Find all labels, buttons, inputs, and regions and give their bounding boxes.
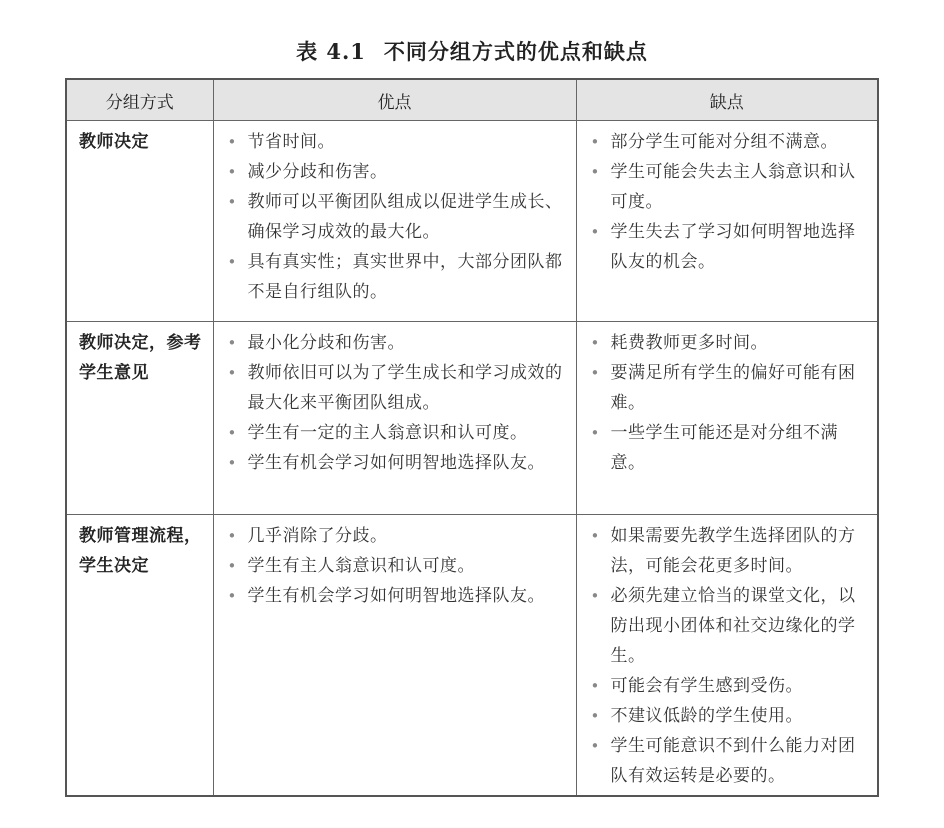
bullet-icon: • <box>227 364 237 382</box>
table-row <box>66 322 878 515</box>
list-item: • 学生有机会学习如何明智地选择队友。 <box>226 448 570 478</box>
table-row <box>66 121 878 322</box>
list-item: • 节省时间。 <box>226 127 570 157</box>
list-item: • 学生可能意识不到什么能力对团队有效运转是必要的。 <box>589 731 872 791</box>
bullet-icon: • <box>227 587 237 605</box>
cons-cell <box>576 121 878 322</box>
list-item: • 学生有主人翁意识和认可度。 <box>226 551 570 581</box>
pros-cell <box>213 322 576 515</box>
bullet-icon: • <box>227 163 237 181</box>
list-item: • 部分学生可能对分组不满意。 <box>589 127 872 157</box>
bullet-icon: • <box>227 253 237 271</box>
list-item: • 必须先建立恰当的课堂文化，以防出现小团体和社交边缘化的学生。 <box>589 581 872 671</box>
list-item: • 几乎消除了分歧。 <box>226 521 570 551</box>
pros-list <box>226 521 570 611</box>
list-item: • 减少分歧和伤害。 <box>226 157 570 187</box>
method-cell: 教师管理流程，学生决定 <box>66 515 213 797</box>
list-item: • 具有真实性；真实世界中，大部分团队都不是自行组队的。 <box>226 247 570 307</box>
pros-cell <box>213 515 576 797</box>
bullet-icon: • <box>590 364 600 382</box>
list-item: • 耗费教师更多时间。 <box>589 328 872 358</box>
pros-list <box>226 328 570 478</box>
bullet-icon: • <box>590 424 600 442</box>
cons-cell <box>576 515 878 797</box>
bullet-icon: • <box>227 133 237 151</box>
table-title: 不同分组方式的优点和缺点 <box>383 39 648 64</box>
list-item: • 一些学生可能还是对分组不满意。 <box>589 418 872 478</box>
list-item: • 学生失去了学习如何明智地选择队友的机会。 <box>589 217 872 277</box>
method-cell: 教师决定，参考学生意见 <box>66 322 213 515</box>
list-item: • 教师可以平衡团队组成以促进学生成长、确保学习成效的最大化。 <box>226 187 570 247</box>
list-item: • 学生有一定的主人翁意识和认可度。 <box>226 418 570 448</box>
header-pros: 优点 <box>213 79 576 121</box>
pros-cell <box>213 121 576 322</box>
bullet-icon: • <box>590 223 600 241</box>
header-row <box>66 79 878 121</box>
header-method: 分组方式 <box>66 79 213 121</box>
comparison-table <box>65 78 879 797</box>
bullet-icon: • <box>590 677 600 695</box>
bullet-icon: • <box>227 557 237 575</box>
list-item: • 最小化分歧和伤害。 <box>226 328 570 358</box>
list-item: • 教师依旧可以为了学生成长和学习成效的最大化来平衡团队组成。 <box>226 358 570 418</box>
bullet-icon: • <box>227 454 237 472</box>
list-item: • 学生有机会学习如何明智地选择队友。 <box>226 581 570 611</box>
method-cell: 教师决定 <box>66 121 213 322</box>
table-caption <box>0 36 944 66</box>
cons-list <box>589 521 872 791</box>
bullet-icon: • <box>590 737 600 755</box>
bullet-icon: • <box>227 334 237 352</box>
list-item: • 如果需要先教学生选择团队的方法，可能会花更多时间。 <box>589 521 872 581</box>
bullet-icon: • <box>590 334 600 352</box>
cons-cell <box>576 322 878 515</box>
list-item: • 学生可能会失去主人翁意识和认可度。 <box>589 157 872 217</box>
list-item: • 不建议低龄的学生使用。 <box>589 701 872 731</box>
list-item: • 要满足所有学生的偏好可能有困难。 <box>589 358 872 418</box>
header-cons: 缺点 <box>576 79 878 121</box>
cons-list <box>589 328 872 478</box>
list-item: • 可能会有学生感到受伤。 <box>589 671 872 701</box>
bullet-icon: • <box>590 133 600 151</box>
table-row <box>66 515 878 797</box>
bullet-icon: • <box>227 424 237 442</box>
bullet-icon: • <box>590 707 600 725</box>
bullet-icon: • <box>590 587 600 605</box>
bullet-icon: • <box>590 527 600 545</box>
pros-list <box>226 127 570 307</box>
bullet-icon: • <box>227 527 237 545</box>
bullet-icon: • <box>227 193 237 211</box>
bullet-icon: • <box>590 163 600 181</box>
table-number: 表 4.1 <box>296 39 366 64</box>
cons-list <box>589 127 872 277</box>
